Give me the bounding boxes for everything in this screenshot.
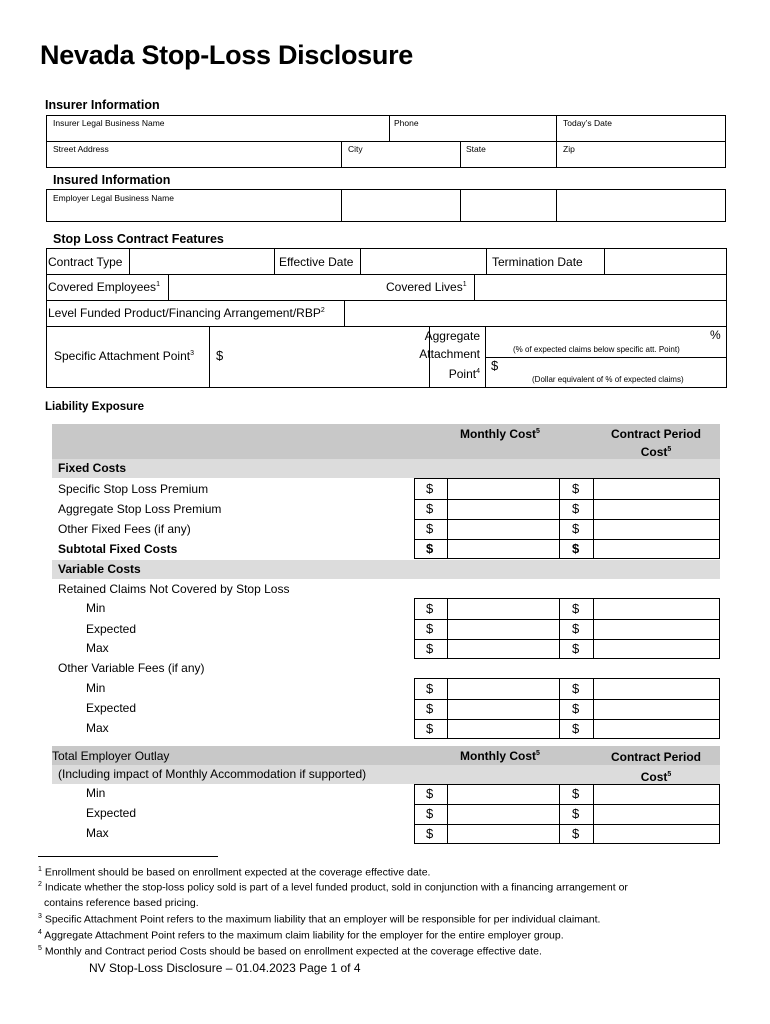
total-max-label: Max [86,826,109,840]
level-funded-label: Level Funded Product/Financing Arrangement/RBP$^2$ [48,306,325,320]
city-field[interactable]: City [341,141,461,168]
divider [209,326,210,388]
dollar-sign: $ [572,541,580,556]
insured-field-3[interactable] [460,189,557,222]
retained-expected-label: Expected [86,622,137,636]
percent-sign: % [710,328,721,342]
dollar-sign: $ [426,481,434,496]
variable-costs-label: Variable Costs [58,562,141,576]
fixed-costs-label: Fixed Costs [58,461,127,475]
contract-type-input[interactable] [130,249,274,274]
including-impact-label: (Including impact of Monthly Accommodation if supported) [58,767,367,781]
dollar-sign: $ [572,721,580,736]
other-fixed-period-input[interactable] [594,519,719,538]
divider [274,248,275,274]
zip-field[interactable]: Zip [556,141,726,168]
dollar-sign: $ [572,641,580,656]
total-contract-period-cost-header: Contract Period Cost$^5$ [610,750,701,784]
insured-field-2[interactable] [341,189,461,222]
dollar-sign: $ [426,621,434,636]
specific-attachment-input[interactable] [226,327,429,387]
total-outlay-label: Total Employer Outlay [52,749,170,763]
dollar-sign: $ [426,681,434,696]
dollar-sign: $ [572,806,580,821]
aggregate-premium-label: Aggregate Stop Loss Premium [58,502,222,516]
total-monthly-cost-header: Monthly Cost$^5$ [460,749,540,763]
other-expected-monthly-input[interactable] [448,699,558,718]
other-variable-label: Other Variable Fees (if any) [58,661,205,675]
employer-name-field[interactable]: Employer Legal Business Name [46,189,342,222]
total-expected-label: Expected [86,806,137,820]
specific-premium-period-input[interactable] [594,479,719,498]
percent-note: (% of expected claims below specific att. Point) [513,345,680,354]
dollar-sign: $ [572,826,580,841]
dollar-sign: $ [426,601,434,616]
total-min-monthly-input[interactable] [448,785,558,803]
retained-min-period-input[interactable] [594,599,719,618]
other-expected-period-input[interactable] [594,699,719,718]
other-min-period-input[interactable] [594,679,719,698]
insured-heading: Insured Information [53,173,171,187]
aggregate-percent-input[interactable] [486,327,708,344]
total-min-period-input[interactable] [594,785,719,803]
total-expected-period-input[interactable] [594,804,719,823]
footnote-1: $^1$ Enrollment should be based on enrollment expected at the coverage effective date. [38,866,431,879]
dollar-sign: $ [426,521,434,536]
dollar-sign: $ [426,501,434,516]
specific-dollar: $ [216,348,224,363]
other-max-label: Max [86,721,109,735]
dollar-sign: $ [426,721,434,736]
dollar-sign: $ [426,641,434,656]
dollar-sign: $ [572,601,580,616]
total-max-period-input[interactable] [594,824,719,843]
other-fixed-monthly-input[interactable] [448,519,558,538]
monthly-cost-header: Monthly Cost$^5$ [460,427,540,441]
dollar-sign: $ [572,681,580,696]
other-max-monthly-input[interactable] [448,719,558,738]
footnote-3: $^3$ Specific Attachment Point refers to the maximum liability that an employer will be responsible for per individual claimant. [38,913,601,926]
liability-heading: Liability Exposure [45,401,145,413]
other-max-period-input[interactable] [594,719,719,738]
dollar-sign: $ [572,701,580,716]
page-title: Nevada Stop-Loss Disclosure [40,40,414,70]
dollar-sign: $ [426,806,434,821]
insured-field-4[interactable] [556,189,726,222]
retained-claims-label: Retained Claims Not Covered by Stop Loss [58,582,290,596]
termination-date-label: Termination Date [492,255,583,269]
subtotal-fixed-monthly-input[interactable] [448,539,558,558]
subtotal-fixed-label: Subtotal Fixed Costs [58,542,178,556]
dollar-sign: $ [572,501,580,516]
insurer-phone-field[interactable]: Phone [389,115,557,142]
retained-max-period-input[interactable] [594,639,719,658]
termination-date-input[interactable] [605,249,726,274]
dollar-note: (Dollar equivalent of % of expected claims) [532,375,684,384]
specific-premium-monthly-input[interactable] [448,479,558,498]
divider [486,248,487,274]
dollar-sign: $ [426,826,434,841]
fixed-costs-band [52,459,720,478]
variable-costs-band [52,560,720,579]
dollar-sign: $ [572,786,580,801]
total-max-monthly-input[interactable] [448,824,558,843]
covered-employees-label: Covered Employees$^1$ [48,280,160,294]
covered-lives-label: Covered Lives$^1$ [386,280,467,294]
covered-employees-input[interactable] [169,275,384,300]
other-min-monthly-input[interactable] [448,679,558,698]
total-min-label: Min [86,786,106,800]
dollar-sign: $ [426,541,434,556]
insurer-heading: Insurer Information [45,98,160,112]
dollar-sign: $ [572,621,580,636]
retained-expected-period-input[interactable] [594,619,719,638]
covered-lives-input[interactable] [475,275,726,300]
retained-min-monthly-input[interactable] [448,599,558,618]
subtotal-fixed-period-input[interactable] [594,539,719,558]
dollar-sign: $ [426,786,434,801]
todays-date-field[interactable]: Today’s Date [556,115,726,142]
aggregate-attachment-label: Aggregate Attachment Point$^4$ [419,329,480,381]
aggregate-dollar: $ [491,358,499,373]
other-expected-label: Expected [86,701,137,715]
retained-expected-monthly-input[interactable] [448,619,558,638]
footnote-4: $^4$ Aggregate Attachment Point refers to the maximum claim liability for the employer for the entire employer group. [38,929,564,942]
contract-type-label: Contract Type [48,255,123,269]
footnote-5: $^5$ Monthly and Contract period Costs should be based on enrollment expected at the coverage effective date. [38,945,542,958]
insurer-name-field[interactable]: Insurer Legal Business Name [46,115,390,142]
level-funded-input[interactable] [345,301,726,326]
contract-period-cost-header: Contract Period Cost$^5$ [610,427,701,459]
total-expected-monthly-input[interactable] [448,804,558,823]
dollar-sign: $ [572,481,580,496]
other-min-label: Min [86,681,106,695]
retained-max-monthly-input[interactable] [448,639,558,658]
aggregate-dollar-input[interactable] [502,358,726,374]
aggregate-premium-period-input[interactable] [594,499,719,518]
specific-premium-label: Specific Stop Loss Premium [58,482,209,496]
effective-date-input[interactable] [361,249,485,274]
specific-attachment-label: Specific Attachment Point$^3$ [54,349,194,363]
retained-min-label: Min [86,601,106,615]
footnote-divider [38,856,218,857]
state-field[interactable]: State [460,141,557,168]
other-fixed-label: Other Fixed Fees (if any) [58,522,191,536]
footnote-2-cont: contains reference based pricing. [44,897,199,909]
street-address-field[interactable]: Street Address [46,141,342,168]
dollar-sign: $ [572,521,580,536]
dollar-sign: $ [426,701,434,716]
page-footer: NV Stop-Loss Disclosure – 01.04.2023 Page 1 of 4 [89,961,361,975]
aggregate-premium-monthly-input[interactable] [448,499,558,518]
effective-date-label: Effective Date [279,255,354,269]
footnote-2: $^2$ Indicate whether the stop-loss policy sold is part of a level funded product, sold in conjunction with a financing arrangement or [38,881,628,894]
contract-heading: Stop Loss Contract Features [53,232,224,246]
retained-max-label: Max [86,641,109,655]
